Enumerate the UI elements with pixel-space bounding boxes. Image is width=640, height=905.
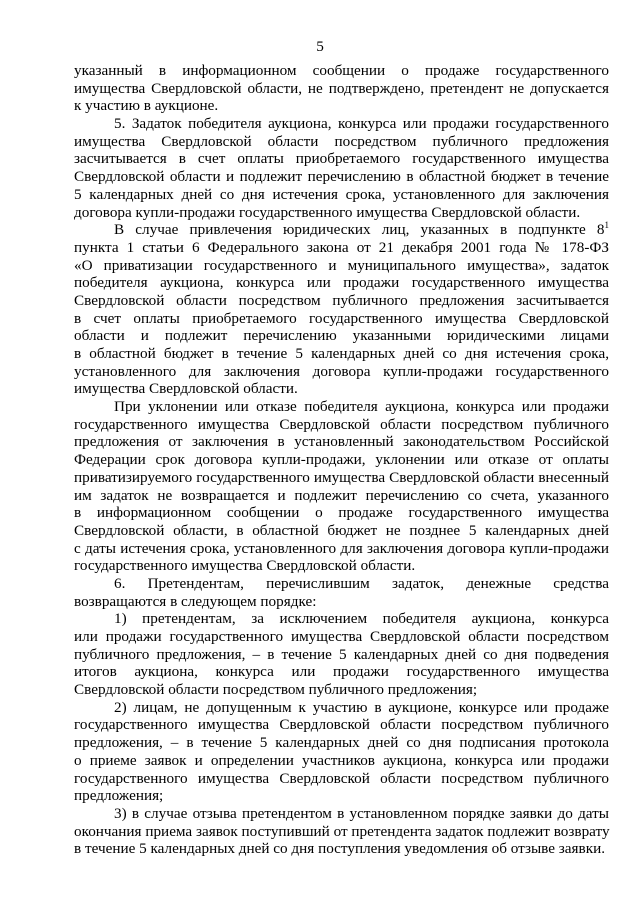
line-text: к участию в аукционе.	[74, 97, 219, 115]
footnote-superscript: 1	[604, 220, 609, 231]
text-line	[74, 575, 609, 593]
text-line	[74, 292, 609, 310]
line-text: 6. Претендентам, перечислившим задаток, денежные средства	[114, 574, 609, 592]
line-text: Федерации срок договора купли-продажи, уклонении или отказе от оплаты	[74, 451, 609, 469]
line-text: возвращаются в следующем порядке:	[74, 592, 317, 610]
text-line	[74, 239, 609, 257]
text-line	[74, 257, 609, 275]
line-text: Свердловской области посредством публичного предложения;	[74, 681, 478, 699]
text-line	[74, 451, 609, 469]
text-line	[74, 840, 609, 858]
text-line	[74, 770, 609, 788]
line-text: итогов аукциона, конкурса или продажи государственного имущества	[74, 663, 609, 681]
line-text: Свердловской области, в областной бюджет не позднее 5 календарных дней	[74, 521, 609, 539]
line-text: предложения;	[74, 787, 164, 805]
line-text: государственного имущества Свердловской области посредством публичного	[74, 415, 609, 433]
line-text: При уклонении или отказе победителя аукциона, конкурса или продажи	[114, 398, 609, 416]
document-body	[74, 62, 609, 858]
line-text: договора купли-продажи государственного имущества Свердловской области.	[74, 203, 581, 221]
paragraph	[74, 115, 609, 221]
line-text: «О приватизации государственного и муниципального имущества», задаток	[74, 256, 609, 274]
text-line	[74, 646, 609, 664]
line-text: окончания приема заявок поступивший от претендента задаток подлежит возврату	[74, 822, 610, 840]
paragraph	[74, 699, 609, 805]
text-line	[74, 716, 609, 734]
line-text: приватизируемого государственного имущества Свердловской области внесенный	[74, 468, 609, 486]
paragraph	[74, 805, 609, 858]
paragraph	[74, 398, 609, 575]
text-line	[74, 628, 609, 646]
line-text: в информационном сообщении о продаже государственного имущества	[74, 504, 609, 522]
line-text: имущества Свердловской области посредством публичного предложения	[74, 132, 609, 150]
text-line	[74, 380, 609, 398]
page-number: 5	[316, 38, 324, 55]
text-line	[74, 540, 609, 558]
line-text: 2) лицам, не допущенным к участию в аукционе, конкурсе или продаже	[114, 698, 609, 716]
line-text: в счет оплаты приобретаемого государственного имущества Свердловской	[74, 309, 609, 327]
text-line	[74, 734, 609, 752]
paragraph	[74, 610, 609, 698]
text-line	[74, 363, 609, 381]
text-line	[74, 805, 609, 823]
text-line	[74, 752, 609, 770]
line-text: о приеме заявок и определении участников аукциона, конкурса или продажи	[74, 751, 609, 769]
paragraph	[74, 575, 609, 610]
text-line	[74, 469, 609, 487]
line-text: предложения от заключения в установленный законодательством Российской	[74, 433, 609, 451]
text-line	[74, 557, 609, 575]
line-text: или продажи государственного имущества Свердловской области посредством	[74, 628, 609, 645]
text-line	[74, 168, 609, 186]
text-line	[74, 115, 609, 133]
text-line	[74, 663, 609, 681]
text-line	[74, 681, 609, 699]
line-text: указанный в информационном сообщении о продаже государственного	[74, 62, 609, 79]
line-text: имущества Свердловской области.	[74, 380, 298, 398]
line-text: В случае привлечения юридических лиц, указанных в подпункте 8	[114, 221, 605, 239]
line-text: государственного имущества Свердловской области.	[74, 557, 416, 575]
paragraph	[74, 62, 609, 115]
text-line	[74, 487, 609, 505]
text-line	[74, 80, 609, 98]
line-text: 3) в случае отзыва претендентом в установленном порядке заявки до даты	[114, 804, 609, 822]
text-line	[74, 221, 609, 239]
line-text: победителя аукциона, конкурса или продажи государственного имущества	[74, 274, 609, 292]
line-text: государственного имущества Свердловской области посредством публичного	[74, 716, 609, 734]
text-line	[74, 186, 609, 204]
line-text: в областной бюджет в течение 5 календарных дней со дня истечения срока,	[74, 345, 609, 362]
line-text: пункта 1 статьи 6 Федерального закона от 21 декабря 2001 года № 178-ФЗ	[74, 238, 609, 256]
text-line	[74, 787, 609, 805]
line-text: 1) претендентам, за исключением победителя аукциона, конкурса	[114, 610, 609, 628]
line-text: государственного имущества Свердловской области посредством публичного	[74, 769, 609, 787]
text-line	[74, 398, 609, 416]
text-line	[74, 416, 609, 434]
text-line	[74, 62, 609, 80]
text-line	[74, 823, 609, 841]
text-line	[74, 97, 609, 115]
text-line	[74, 522, 609, 540]
text-line	[74, 504, 609, 522]
text-line	[74, 433, 609, 451]
line-text: установленного для заключения договора купли-продажи государственного	[74, 362, 609, 380]
line-text: 5. Задаток победителя аукциона, конкурса или продажи государственного	[114, 115, 609, 133]
text-line	[74, 327, 609, 345]
text-line	[74, 133, 609, 151]
line-text: имущества Свердловской области, не подтверждено, претендент не допускается	[74, 79, 609, 97]
line-text: 5 календарных дней со дня истечения срока, установленного для заключения	[74, 185, 609, 203]
text-line	[74, 310, 609, 328]
line-text: в течение 5 календарных дней со дня поступления уведомления об отзыве заявки.	[74, 840, 606, 858]
line-text: области и подлежит перечислению указанными юридическими лицами	[74, 327, 609, 345]
text-line	[74, 150, 609, 168]
text-line	[74, 699, 609, 717]
line-text: Свердловской области и подлежит перечислению в областной бюджет в течение	[74, 168, 609, 186]
paragraph	[74, 221, 609, 398]
line-text: засчитывается в счет оплаты приобретаемого государственного имущества	[74, 150, 609, 168]
text-line	[74, 610, 609, 628]
text-line	[74, 345, 609, 363]
line-text: Свердловской области посредством публичного предложения засчитывается	[74, 291, 609, 309]
line-text: публичного предложения, – в течение 5 календарных дней со дня подведения	[74, 645, 609, 663]
line-text: с даты истечения срока, установленного для заключения договора купли-продажи	[74, 539, 609, 557]
line-text: предложения, – в течение 5 календарных дней со дня подписания протокола	[74, 734, 609, 752]
text-line	[74, 274, 609, 292]
text-line	[74, 593, 609, 611]
line-text: им задаток не возвращается и подлежит перечислению со счета, указанного	[74, 486, 609, 504]
text-line	[74, 204, 609, 222]
